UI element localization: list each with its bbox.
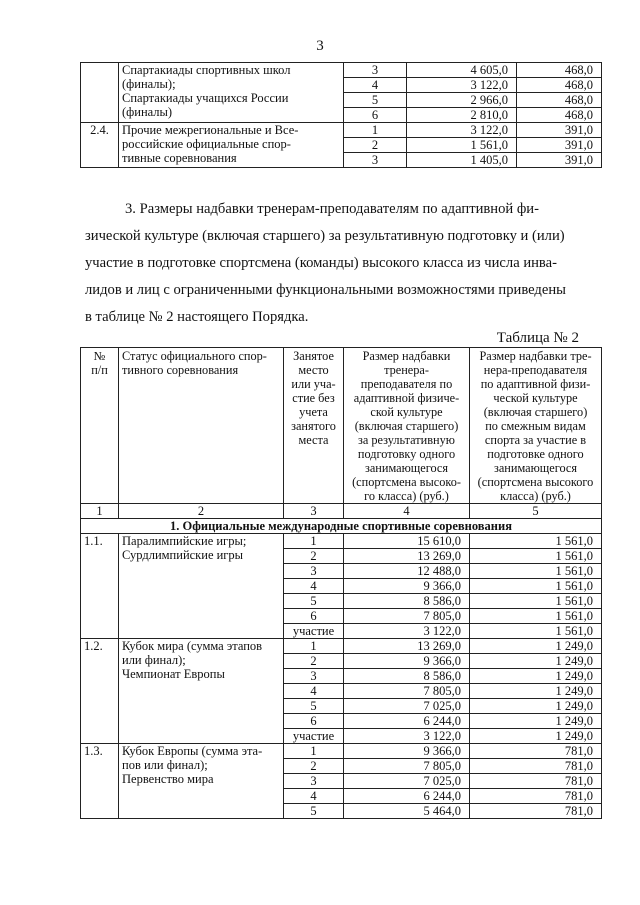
amount-related-cell: 1 561,0 [470, 624, 602, 639]
amount-main-cell: 13 269,0 [344, 549, 470, 564]
amount-related-cell: 781,0 [470, 804, 602, 819]
row-number: 2.4. [81, 123, 119, 168]
amount-main-cell: 7 805,0 [344, 609, 470, 624]
place-cell: 2 [344, 138, 407, 153]
place-cell: 2 [284, 759, 344, 774]
place-cell: 6 [284, 609, 344, 624]
amount-related-cell: 1 249,0 [470, 654, 602, 669]
amount-main-cell: 3 122,0 [407, 78, 517, 93]
place-cell: 6 [344, 108, 407, 123]
amount-main-cell: 6 244,0 [344, 789, 470, 804]
amount-related-cell: 1 249,0 [470, 639, 602, 654]
place-cell: 2 [284, 654, 344, 669]
amount-related-cell: 1 561,0 [470, 594, 602, 609]
header-num: № п/п [81, 348, 119, 504]
amount-related-cell: 1 249,0 [470, 699, 602, 714]
page-number: 3 [316, 38, 324, 54]
amount-main-cell: 3 122,0 [407, 123, 517, 138]
paragraph-line: в таблице № 2 настоящего Порядка. [85, 309, 309, 325]
amount-related-cell: 781,0 [470, 759, 602, 774]
row-status: Прочие межрегиональные и Все- российские официальные спор- тивные соревнования [119, 123, 344, 168]
table-caption: Таблица № 2 [496, 330, 579, 346]
amount-related-cell: 781,0 [470, 789, 602, 804]
amount-related-cell: 468,0 [517, 78, 602, 93]
amount-main-cell: 9 366,0 [344, 579, 470, 594]
amount-main-cell: 8 586,0 [344, 669, 470, 684]
continuation-table [80, 62, 602, 168]
place-cell: 2 [284, 549, 344, 564]
amount-main-cell: 8 586,0 [344, 594, 470, 609]
amount-related-cell: 391,0 [517, 153, 602, 168]
place-cell: 3 [284, 564, 344, 579]
amount-related-cell: 468,0 [517, 93, 602, 108]
place-cell: 3 [284, 669, 344, 684]
header-amount-related: Размер надбавки тре- нера-преподавателя по адаптивной физи- ческой культуре (включая старшего) по смежным видам спорта за участие в подготовке одного занимающегося (спортсмена высокого класса) (руб.) [470, 348, 602, 504]
amount-main-cell: 1 405,0 [407, 153, 517, 168]
table-2 [80, 347, 602, 819]
amount-related-cell: 1 249,0 [470, 714, 602, 729]
col-number: 2 [119, 504, 284, 519]
place-cell: участие [284, 729, 344, 744]
row-number [81, 63, 119, 123]
amount-related-cell: 781,0 [470, 774, 602, 789]
amount-main-cell: 3 122,0 [344, 624, 470, 639]
amount-main-cell: 7 805,0 [344, 684, 470, 699]
amount-main-cell: 2 966,0 [407, 93, 517, 108]
row-number: 1.2. [81, 639, 119, 744]
paragraph-line: лидов и лиц с ограниченными функциональными возможностями приведены [85, 282, 566, 298]
col-number: 1 [81, 504, 119, 519]
amount-related-cell: 468,0 [517, 108, 602, 123]
row-status: Паралимпийские игры; Сурдлимпийские игры [119, 534, 284, 639]
place-cell: 3 [344, 153, 407, 168]
amount-main-cell: 6 244,0 [344, 714, 470, 729]
place-cell: 1 [284, 639, 344, 654]
header-amount-main: Размер надбавки тренера- преподавателя по адаптивной физиче- ской культуре (включая старшего) за результативную подготовку одного занимающегося (спортсмена высоко- го класса) (руб.) [344, 348, 470, 504]
amount-related-cell: 1 561,0 [470, 579, 602, 594]
amount-related-cell: 1 249,0 [470, 669, 602, 684]
place-cell: 5 [284, 804, 344, 819]
place-cell: 1 [344, 123, 407, 138]
amount-related-cell: 1 561,0 [470, 564, 602, 579]
place-cell: 4 [284, 684, 344, 699]
amount-related-cell: 1 249,0 [470, 729, 602, 744]
place-cell: 5 [344, 93, 407, 108]
amount-main-cell: 1 561,0 [407, 138, 517, 153]
table-row [81, 744, 602, 759]
amount-main-cell: 7 025,0 [344, 774, 470, 789]
col-number: 5 [470, 504, 602, 519]
header-place: Занятое место или уча- стие без учета занятого места [284, 348, 344, 504]
table-row [81, 63, 602, 78]
amount-related-cell: 1 561,0 [470, 609, 602, 624]
row-status: Кубок мира (сумма этапов или финал); Чемпионат Европы [119, 639, 284, 744]
amount-main-cell: 7 025,0 [344, 699, 470, 714]
place-cell: 5 [284, 594, 344, 609]
table-row [81, 534, 602, 549]
amount-related-cell: 1 561,0 [470, 549, 602, 564]
amount-main-cell: 9 366,0 [344, 744, 470, 759]
amount-related-cell: 391,0 [517, 123, 602, 138]
place-cell: 3 [344, 63, 407, 78]
amount-main-cell: 15 610,0 [344, 534, 470, 549]
amount-main-cell: 7 805,0 [344, 759, 470, 774]
paragraph-3 [85, 196, 597, 331]
place-cell: 5 [284, 699, 344, 714]
place-cell: 1 [284, 534, 344, 549]
amount-related-cell: 781,0 [470, 744, 602, 759]
header-status: Статус официального спор- тивного соревнования [119, 348, 284, 504]
amount-main-cell: 4 605,0 [407, 63, 517, 78]
row-number: 1.3. [81, 744, 119, 819]
section-title: 1. Официальные международные спортивные соревнования [81, 519, 602, 534]
row-status: Спартакиады спортивных школ (финалы); Спартакиады учащихся России (финалы) [119, 63, 344, 123]
section-row [81, 519, 602, 534]
place-cell: 1 [284, 744, 344, 759]
amount-related-cell: 468,0 [517, 63, 602, 78]
place-cell: 6 [284, 714, 344, 729]
row-status: Кубок Европы (сумма эта- пов или финал); Первенство мира [119, 744, 284, 819]
place-cell: 4 [284, 579, 344, 594]
amount-main-cell: 12 488,0 [344, 564, 470, 579]
amount-related-cell: 391,0 [517, 138, 602, 153]
amount-related-cell: 1 249,0 [470, 684, 602, 699]
place-cell: 3 [284, 774, 344, 789]
row-number: 1.1. [81, 534, 119, 639]
column-number-row [81, 504, 602, 519]
paragraph-line: зической культуре (включая старшего) за результативную подготовку и (или) [85, 228, 565, 244]
paragraph-line: участие в подготовке спортсмена (команды) высокого класса из числа инва- [85, 255, 557, 271]
place-cell: участие [284, 624, 344, 639]
paragraph-line: 3. Размеры надбавки тренерам-преподавателям по адаптивной фи- [125, 201, 539, 217]
amount-main-cell: 9 366,0 [344, 654, 470, 669]
amount-main-cell: 3 122,0 [344, 729, 470, 744]
col-number: 4 [344, 504, 470, 519]
amount-main-cell: 13 269,0 [344, 639, 470, 654]
place-cell: 4 [344, 78, 407, 93]
amount-related-cell: 1 561,0 [470, 534, 602, 549]
amount-main-cell: 2 810,0 [407, 108, 517, 123]
place-cell: 4 [284, 789, 344, 804]
amount-main-cell: 5 464,0 [344, 804, 470, 819]
col-number: 3 [284, 504, 344, 519]
table-row [81, 123, 602, 138]
header-row [81, 348, 602, 504]
table-row [81, 639, 602, 654]
